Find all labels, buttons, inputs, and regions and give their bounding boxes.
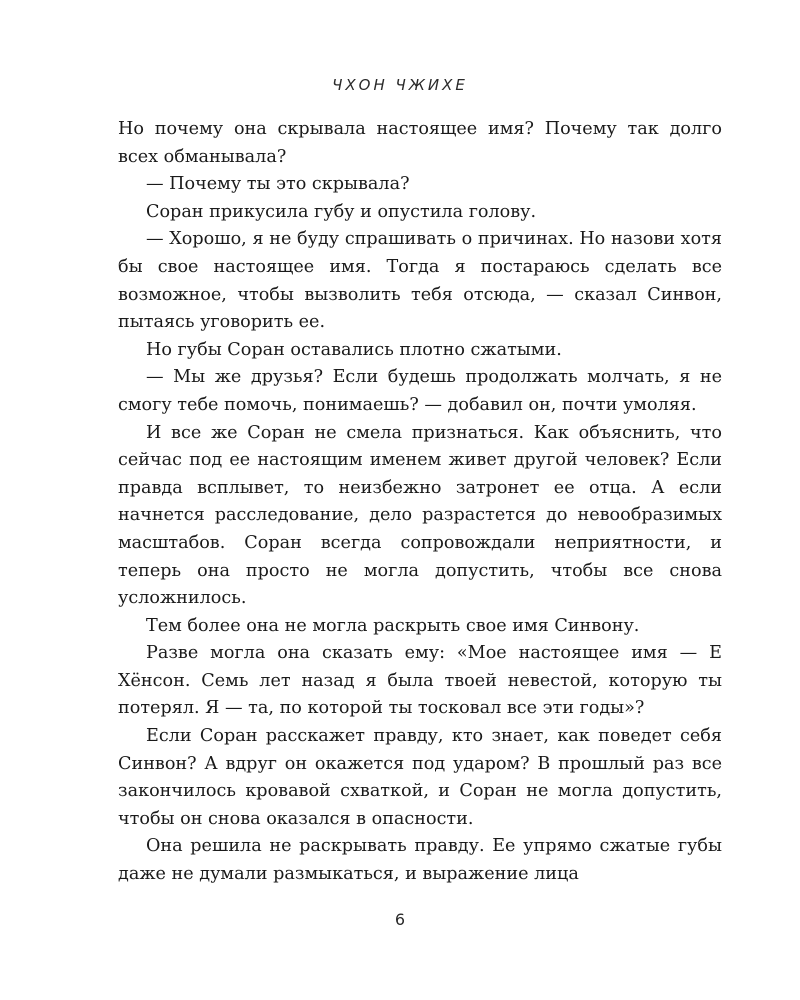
paragraph: Если Соран расскажет правду, кто знает, как поведет себя Синвон? А вдруг он окажется под ударом? В прошлый раз все закончилось кровавой схваткой, и Соран не могла допустить, чтобы он снова оказался в опасности. xyxy=(118,726,722,829)
page-number: 6 xyxy=(394,910,406,929)
paragraph: Соран прикусила губу и опустила голову. xyxy=(146,201,537,222)
paragraph: — Почему ты это скрывала? xyxy=(146,174,410,195)
paragraph: Но губы Соран оставались плотно сжатыми. xyxy=(146,339,562,360)
paragraph: И все же Соран не смела признаться. Как объяснить, что сейчас под ее настоящим именем живет другой человек? Если правда всплывет, то неизбежно затронет ее отца. А если начнется расследование, дело разрастется до невообразимых масштабов. Соран всегда сопровождали неприятности, и теперь она просто не могла допустить, чтобы все снова усложнилось. xyxy=(118,422,722,609)
running-head-author: ЧХОН ЧЖИХЕ xyxy=(332,76,468,94)
paragraph: Тем более она не могла раскрыть свое имя Синвону. xyxy=(146,615,640,636)
paragraph: Она решила не раскрывать правду. Ее упрямо сжатые губы даже не думали размыкаться, и выражение лица xyxy=(118,836,722,885)
paragraph: — Хорошо, я не буду спрашивать о причинах. Но назови хотя бы свое настоящее имя. Тогда я постараюсь сделать все возможное, чтобы вызволить тебя отсюда, — сказал Синвон, пытаясь уговорить ее. xyxy=(118,229,722,333)
paragraph: Но почему она скрывала настоящее имя? Почему так долго всех обманывала? xyxy=(118,119,722,167)
paragraph: — Мы же друзья? Если будешь продолжать молчать, я не смогу тебе помочь, понимаешь? — добавил он, почти умоляя. xyxy=(118,367,722,415)
paragraph: Разве могла она сказать ему: «Мое настоящее имя — Е Хёнсон. Семь лет назад я была твоей невестой, которую ты потерял. Я — та, по которой ты тосковал все эти годы»? xyxy=(118,643,722,719)
page-body-text xyxy=(118,116,722,889)
